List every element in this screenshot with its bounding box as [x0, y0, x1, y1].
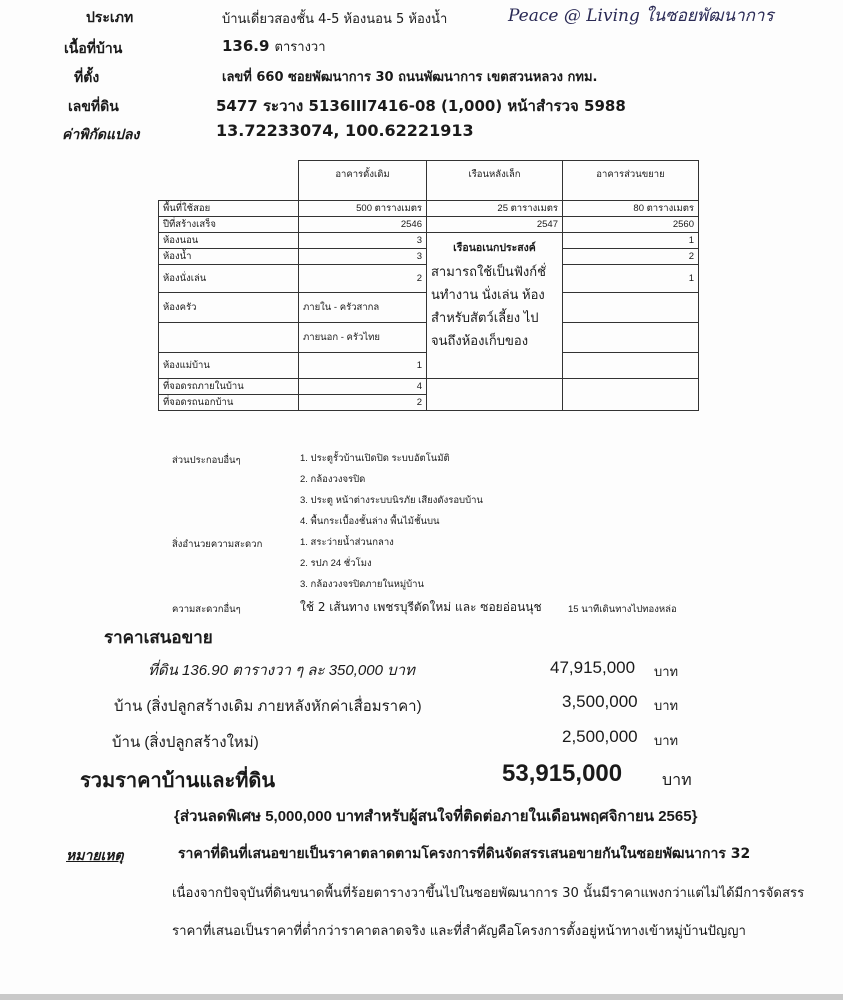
component-item: 2. กล้องวงจรปิด — [300, 474, 366, 485]
component-item: 4. พื้นกระเบื้องชั้นล่าง พื้นไม้ชั้นบน — [300, 516, 440, 527]
convenience-note: 15 นาทีเดินทางไปทองหล่อ — [568, 604, 677, 615]
facility-item: 3. กล้องวงจรปิดภายในหมู่บ้าน — [300, 579, 425, 590]
row-label: ที่จอดรถนอกบ้าน — [159, 395, 299, 411]
table-cell: 2560 — [563, 217, 699, 233]
table-cell: ภายนอก - ครัวไทย — [299, 323, 427, 353]
table-cell — [563, 293, 699, 323]
location-value: เลขที่ 660 ซอยพัฒนาการ 30 ถนนพัฒนาการ เขตสวนหลวง กทม. — [222, 70, 598, 85]
convenience-label: ความสะดวกอื่นๆ — [172, 604, 241, 615]
pricing-title: ราคาเสนอขาย — [104, 628, 213, 648]
price-line-label: บ้าน (สิ่งปลูกสร้างเดิม ภายหลังหักค่าเสื่อมราคา) — [114, 698, 422, 715]
multipurpose-house-cell — [427, 233, 563, 379]
total-amount: 53,915,000 — [502, 760, 623, 787]
table-cell: 1 — [563, 233, 699, 249]
convenience-text: ใช้ 2 เส้นทาง เพชรบุรีตัดใหม่ และ ซอยอ่อนนุช — [300, 600, 542, 614]
coord-label: ค่าพิกัดแปลง — [62, 127, 140, 143]
total-unit: บาท — [662, 770, 692, 789]
type-value: บ้านเดี่ยวสองชั้น 4-5 ห้องนอน 5 ห้องน้ำ — [222, 12, 448, 27]
table-cell: 1 — [299, 353, 427, 379]
table-cell: 2546 — [299, 217, 427, 233]
table-cell: 1 — [563, 265, 699, 293]
row-label: ที่จอดรถภายในบ้าน — [159, 379, 299, 395]
table-cell — [427, 379, 563, 395]
area-label: เนื้อที่บ้าน — [64, 41, 123, 57]
row-label: ห้องนั่งเล่น — [159, 265, 299, 293]
price-line-label: ที่ดิน 136.90 ตารางวา ๆ ละ 350,000 บาท — [148, 662, 415, 679]
table-cell — [427, 395, 563, 411]
table-cell: 25 ตารางเมตร — [427, 201, 563, 217]
table-cell: 2 — [299, 395, 427, 411]
price-line-label: บ้าน (สิ่งปลูกสร้างใหม่) — [112, 734, 259, 751]
components-label: ส่วนประกอบอื่นๆ — [172, 455, 241, 466]
col-header: เรือนหลังเล็ก — [427, 161, 563, 201]
price-line-unit: บาท — [654, 664, 679, 679]
deed-value: 5477 ระวาง 5136III7416-08 (1,000) หน้าสำรวจ 5988 — [216, 97, 626, 115]
row-label: ห้องครัว — [159, 293, 299, 323]
table-cell: 4 — [299, 379, 427, 395]
table-cell: 3 — [299, 249, 427, 265]
deed-label: เลขที่ดิน — [68, 99, 119, 115]
facility-item: 1. สระว่ายน้ำส่วนกลาง — [300, 537, 394, 548]
price-line-unit: บาท — [654, 733, 679, 748]
note-line: เนื่องจากปัจจุบันที่ดินขนาดพื้นที่ร้อยตารางวาขึ้นไปในซอยพัฒนาการ 30 นั้นมีราคาแพงกว่าแต่ไม่ได้มีการจัดสรร — [172, 886, 805, 901]
table-cell: 500 ตารางเมตร — [299, 201, 427, 217]
row-label: พื้นที่ใช้สอย — [159, 201, 299, 217]
price-line-amount: 47,915,000 — [550, 658, 636, 677]
total-label: รวมราคาบ้านและที่ดิน — [80, 770, 276, 792]
table-cell: 80 ตารางเมตร — [563, 201, 699, 217]
merged-text: สามารถใช้เป็นฟังก์ชั่นทำงาน นั่งเล่น ห้องสำหรับสัตว์เลี้ยง ไปจนถึงห้องเก็บของ — [431, 264, 546, 348]
notes-label: หมายเหตุ — [66, 848, 124, 864]
price-line-amount: 3,500,000 — [562, 692, 638, 711]
facilities-label: สิ่งอำนวยความสะดวก — [172, 539, 263, 550]
table-cell: 2 — [299, 265, 427, 293]
note-line: ราคาที่ดินที่เสนอขายเป็นราคาตลาดตามโครงการที่ดินจัดสรรเสนอขายกันในซอยพัฒนาการ 32 — [178, 846, 751, 862]
row-label: ห้องแม่บ้าน — [159, 353, 299, 379]
note-line: ราคาที่เสนอเป็นราคาที่ต่ำกว่าราคาตลาดจริง และที่สำคัญคือโครงการตั้งอยู่หน้าทางเข้าหมู่บ้านปัญญา — [172, 924, 746, 939]
location-label: ที่ตั้ง — [74, 70, 100, 86]
coord-value: 13.72233074, 100.62221913 — [216, 121, 474, 140]
page-bottom-edge — [0, 994, 843, 1000]
row-label: ห้องน้ำ — [159, 249, 299, 265]
col-header: อาคารดั้งเดิม — [299, 161, 427, 201]
handwritten-note: Peace @ Living ในซอยพัฒนาการ — [508, 6, 774, 26]
row-label: ปีที่สร้างเสร็จ — [159, 217, 299, 233]
table-cell — [563, 323, 699, 353]
price-line-unit: บาท — [654, 698, 679, 713]
table-cell — [563, 395, 699, 411]
row-label — [159, 323, 299, 353]
price-line-amount: 2,500,000 — [562, 727, 638, 746]
table-corner — [159, 161, 299, 201]
type-label: ประเภท — [86, 10, 134, 26]
area-value: 136.9 ตารางวา — [222, 37, 326, 55]
facility-item: 2. รปภ 24 ชั่วโมง — [300, 558, 372, 569]
component-item: 1. ประตูรั้วบ้านเปิดปิด ระบบอัตโนมัติ — [300, 453, 450, 464]
spec-table — [158, 160, 699, 411]
discount-note: {ส่วนลดพิเศษ 5,000,000 บาทสำหรับผู้สนใจที่ติดต่อภายในเดือนพฤศจิกายน 2565} — [174, 808, 698, 825]
merged-title: เรือนอเนกประสงค์ — [453, 242, 536, 254]
table-cell: 3 — [299, 233, 427, 249]
table-cell: 2547 — [427, 217, 563, 233]
table-cell — [563, 379, 699, 395]
table-cell — [563, 353, 699, 379]
table-cell: ภายใน - ครัวสากล — [299, 293, 427, 323]
col-header: อาคารส่วนขยาย — [563, 161, 699, 201]
row-label: ห้องนอน — [159, 233, 299, 249]
component-item: 3. ประตู หน้าต่างระบบนิรภัย เสียงดังรอบบ้าน — [300, 495, 483, 506]
table-cell: 2 — [563, 249, 699, 265]
